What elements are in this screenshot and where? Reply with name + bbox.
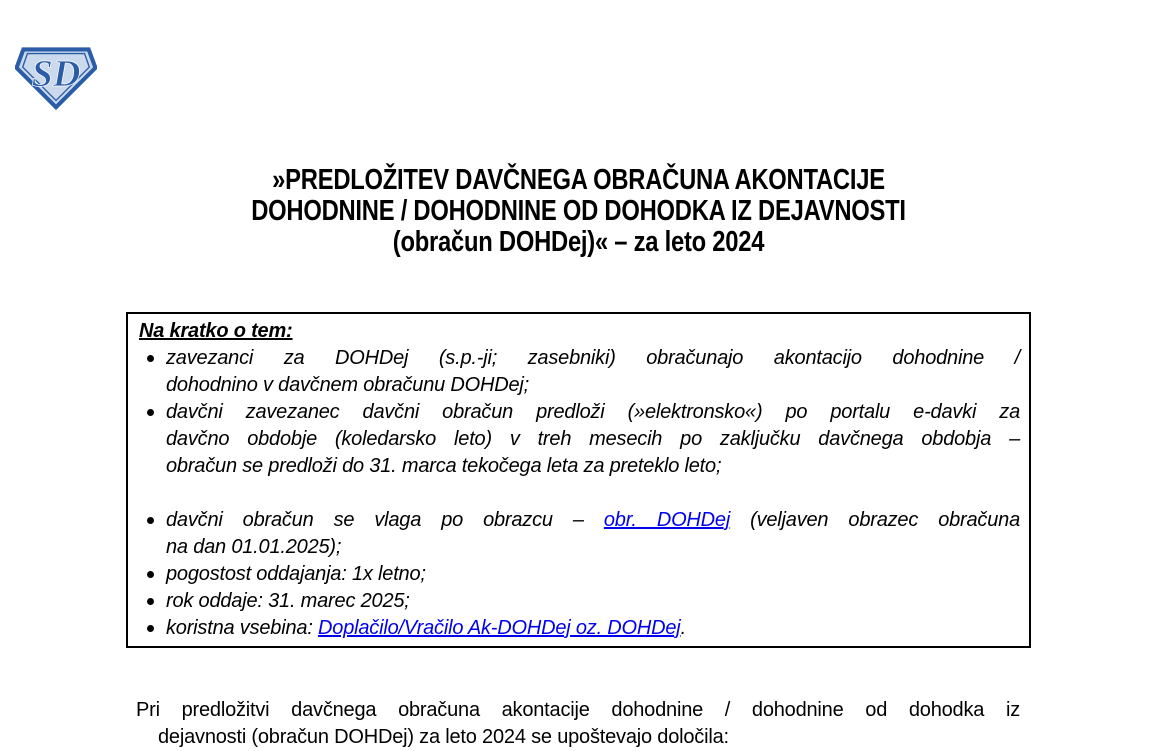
bullet-item-obrazec bbox=[139, 507, 1020, 561]
bullet-icon bbox=[147, 409, 154, 416]
bullet-text-segment: (veljaven obrazec obračuna bbox=[730, 509, 1020, 531]
summary-box bbox=[126, 312, 1031, 648]
bullet-text-segment: koristna vsebina: bbox=[166, 617, 319, 639]
bullet-text-line: davčno obdobje (koledarsko leto) v treh mesecih po zaključku davčnega obdobja – bbox=[166, 428, 1020, 450]
bullet-text-segment: davčni obračun se vlaga po obrazcu – bbox=[166, 509, 604, 531]
bullet-icon bbox=[147, 625, 154, 632]
bullet-item-rok bbox=[139, 588, 1020, 615]
summary-box-heading-text: Na kratko o tem: bbox=[139, 320, 293, 342]
document-title bbox=[104, 165, 1053, 258]
bullet-item-predlozitev bbox=[139, 399, 1020, 480]
bullet-item-koristna-vsebina bbox=[139, 615, 1020, 642]
bullet-text-line: rok oddaje: 31. marec 2025; bbox=[166, 590, 410, 612]
bullet-text-line bbox=[166, 615, 1020, 642]
obr-dohdej-link[interactable]: obr. DOHDej bbox=[603, 509, 731, 531]
bullet-icon bbox=[147, 355, 154, 362]
sd-shield-logo bbox=[15, 44, 97, 112]
bullet-icon bbox=[147, 571, 154, 578]
bullet-text-segment: . bbox=[680, 617, 686, 639]
blank-line bbox=[139, 480, 1020, 507]
bullet-text-line: zavezanci za DOHDej (s.p.-ji; zasebniki) obračunajo akontacijo dohodnine / bbox=[166, 347, 1020, 369]
doplacilo-vracilo-link[interactable]: Doplačilo/Vračilo Ak-DOHDej oz. DOHDej bbox=[318, 617, 681, 639]
bullet-text-line: davčni zavezanec davčni obračun predloži (»elektronsko«) po portalu e-davki za bbox=[166, 401, 1020, 423]
bullet-item-pogostost bbox=[139, 561, 1020, 588]
bullet-icon bbox=[147, 517, 154, 524]
bullet-icon bbox=[147, 598, 154, 605]
paragraph-line: dejavnosti (obračun DOHDej) za leto 2024 se upoštevajo določila: bbox=[158, 726, 729, 748]
bullet-text-line: obračun se predloži do 31. marca tekočega leta za preteklo leto; bbox=[166, 455, 722, 477]
bullet-item-zavezanci bbox=[139, 345, 1020, 399]
title-line-2: DOHODNINE / DOHODNINE OD DOHODKA IZ DEJAVNOSTI bbox=[251, 195, 906, 227]
bullet-text-line: na dan 01.01.2025); bbox=[166, 536, 342, 558]
shield-logo-icon bbox=[15, 44, 97, 112]
logo-monogram: SD bbox=[31, 53, 81, 96]
bullet-text-line: pogostost oddajanja: 1x letno; bbox=[166, 563, 426, 585]
bullet-text-line: dohodnino v davčnem obračunu DOHDej; bbox=[166, 374, 530, 396]
title-line-1: »PREDLOŽITEV DAVČNEGA OBRAČUNA AKONTACIJE bbox=[272, 164, 885, 196]
bullet-text-line bbox=[166, 507, 1020, 534]
paragraph-line: Pri predložitvi davčnega obračuna akontacije dohodnine / dohodnine od dohodka iz bbox=[136, 699, 1020, 721]
title-line-3: (obračun DOHDej)« – za leto 2024 bbox=[392, 226, 765, 258]
summary-box-heading bbox=[139, 318, 1020, 345]
